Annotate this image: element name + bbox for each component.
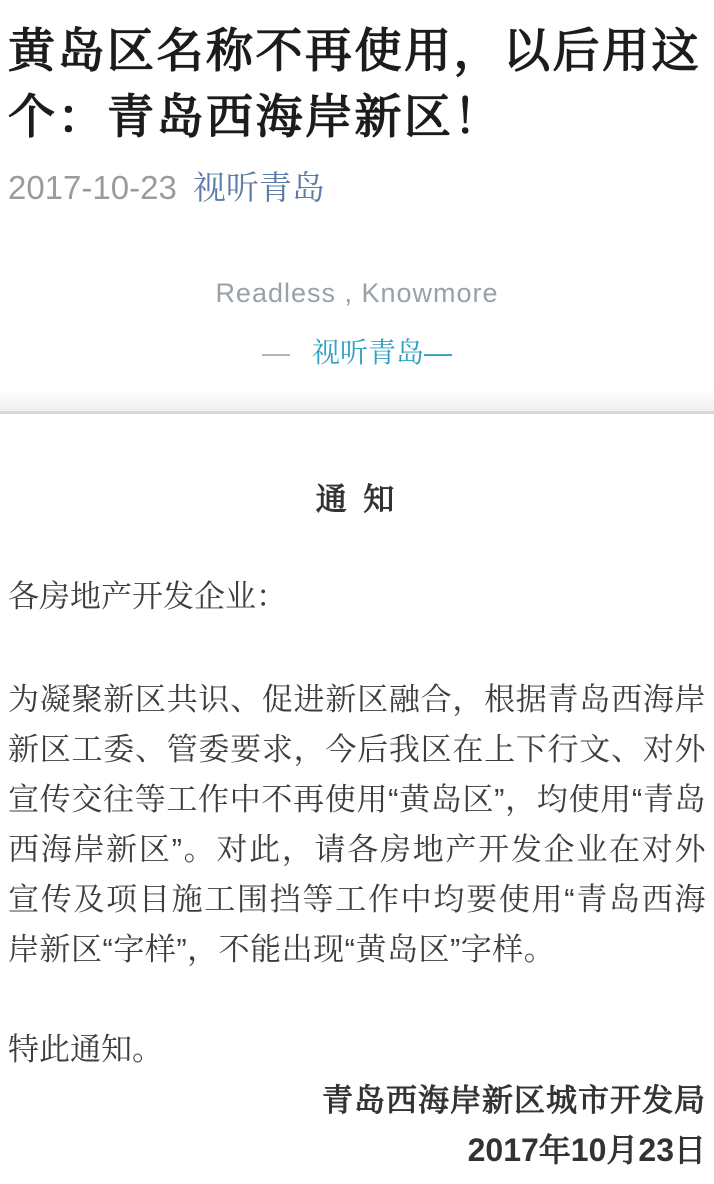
dash-suffix: — — [424, 337, 452, 368]
notice-sign-date: 2017年10月23日 — [467, 1132, 706, 1168]
section-divider — [0, 390, 714, 414]
article-title: 黄岛区名称不再使用，以后用这个：青岛西海岸新区！ — [8, 24, 701, 143]
notice-heading: 通 知 — [315, 482, 399, 517]
account-link[interactable]: 视听青岛 — [192, 169, 325, 206]
publish-date: 2017-10-23 — [8, 169, 177, 206]
article-meta — [8, 168, 706, 208]
notice-body: 为凝聚新区共识、促进新区融合，根据青岛西海岸新区工委、管委要求，今后我区在上下行文、对外宣传交往等工作中不再使用“黄岛区”，均使用“青岛西海岸新区”。对此，请各房地产开发企业在对外宣传及项目施工围挡等工作中均要使用“青岛西海岸新区“字样”，不能出现“黄岛区”字样。 — [8, 682, 706, 967]
dash-prefix: — — [261, 337, 290, 368]
notice-section — [8, 481, 706, 1169]
notice-closing: 特此通知。 — [8, 1032, 163, 1067]
slogan-text: Readless , Knowmore — [215, 278, 499, 308]
notice-salutation: 各房地产开发企业： — [8, 579, 287, 614]
account-divider-line — [8, 336, 706, 370]
account-name[interactable]: 视听青岛 — [311, 337, 424, 368]
notice-signature: 青岛西海岸新区城市开发局 — [322, 1083, 706, 1118]
